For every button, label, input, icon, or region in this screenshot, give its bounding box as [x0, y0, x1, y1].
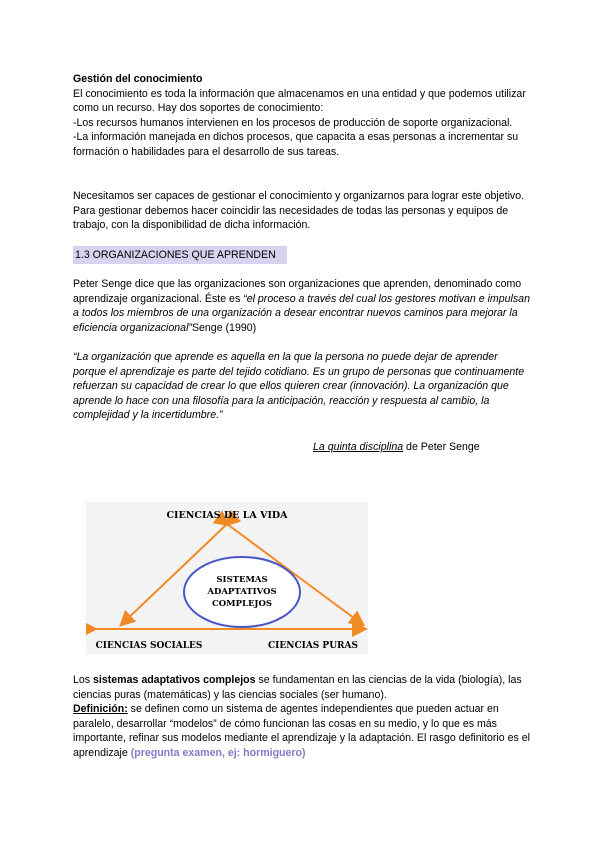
- list-item-1: -Los recursos humanos intervienen en los procesos de producción de soporte organizacional.: [73, 116, 513, 129]
- senge-intro: Peter Senge dice que las organizaciones son organizaciones que aprenden, denominado como aprendizaje organizacional. Éste es: [73, 278, 522, 305]
- exam-note: (pregunta examen, ej: hormiguero): [130, 746, 306, 759]
- center-line-1: SISTEMAS: [216, 575, 268, 585]
- long-quote: “La organización que aprende es aquella en la que la persona no puede dejar de aprender porque el aprendizaje es parte del tejido cotidiano. Es un grupo de personas que continuamente refuerzan su capacidad de crear lo que ellos quieren crear (innovación). La organización que aprende lo hace con una filosofía para la anticipación, reacción y respuesta al cambio, la complejidad y la incertidumbre.”: [73, 351, 525, 422]
- section-heading: 1.3 ORGANIZACIONES QUE APRENDEN: [73, 246, 287, 264]
- p1-rest: se fundamentan en las ciencias de la vida (biología), las ciencias puras (matemáticas) y las ciencias sociales (ser humano).: [73, 674, 522, 701]
- definition-label: Definición:: [73, 703, 128, 716]
- paragraph-manage-knowledge: Necesitamos ser capaces de gestionar el conocimiento y organizarnos para lograr este objetivo. Para gestionar debemos hacer coincidir las necesidades de todas las personas y equipos de trabajo, con la disponibilidad de dicha información.: [73, 190, 525, 232]
- center-line-3: COMPLEJOS: [212, 599, 272, 609]
- label-ciencias-vida: CIENCIAS DE LA VIDA: [166, 510, 288, 521]
- senge-paragraph: [73, 277, 533, 335]
- definition-text: se definen como un sistema de agentes independientes que pueden actuar en paralelo, desarrollar “modelos” de cómo funcionan las cosas en su medio, y lo que es más importante, refinar sus modelos mediante el aprendizaje y la adaptación. El rasgo definitorio es el aprendizaje: [73, 703, 530, 759]
- senge-cite: Senge (1990): [191, 321, 257, 334]
- section-title: Gestión del conocimiento: [73, 73, 203, 85]
- book-attribution: [313, 441, 480, 453]
- term-complex-systems: sistemas adaptativos complejos: [93, 674, 256, 686]
- complex-systems-paragraph: [73, 673, 533, 761]
- book-author: de Peter Senge: [403, 441, 480, 453]
- definition: [73, 702, 533, 760]
- senge-quote: “el proceso a través del cual los gestores motivan e impulsan a todos los miembros de una organización a desear encontrar nuevos caminos para mejorar la eficiencia organizacional”: [73, 292, 530, 334]
- p1-start: Los: [73, 674, 94, 686]
- label-ciencias-sociales: CIENCIAS SOCIALES: [95, 641, 203, 651]
- intro-paragraph: El conocimiento es toda la información que almacenamos en una entidad y que podemos utilizar como un recurso. Hay dos soportes de conocimiento:: [73, 87, 526, 115]
- label-ciencias-puras: CIENCIAS PURAS: [267, 641, 359, 651]
- list-item-2: -La información manejada en dichos procesos, que capacita a esas personas a incrementar su formación o habilidades para el desarrollo de sus tareas.: [73, 131, 519, 158]
- sciences-diagram: [86, 502, 368, 654]
- book-title: La quinta disciplina: [313, 441, 404, 453]
- center-line-2: ADAPTATIVOS: [207, 587, 277, 597]
- section-knowledge: [73, 72, 533, 160]
